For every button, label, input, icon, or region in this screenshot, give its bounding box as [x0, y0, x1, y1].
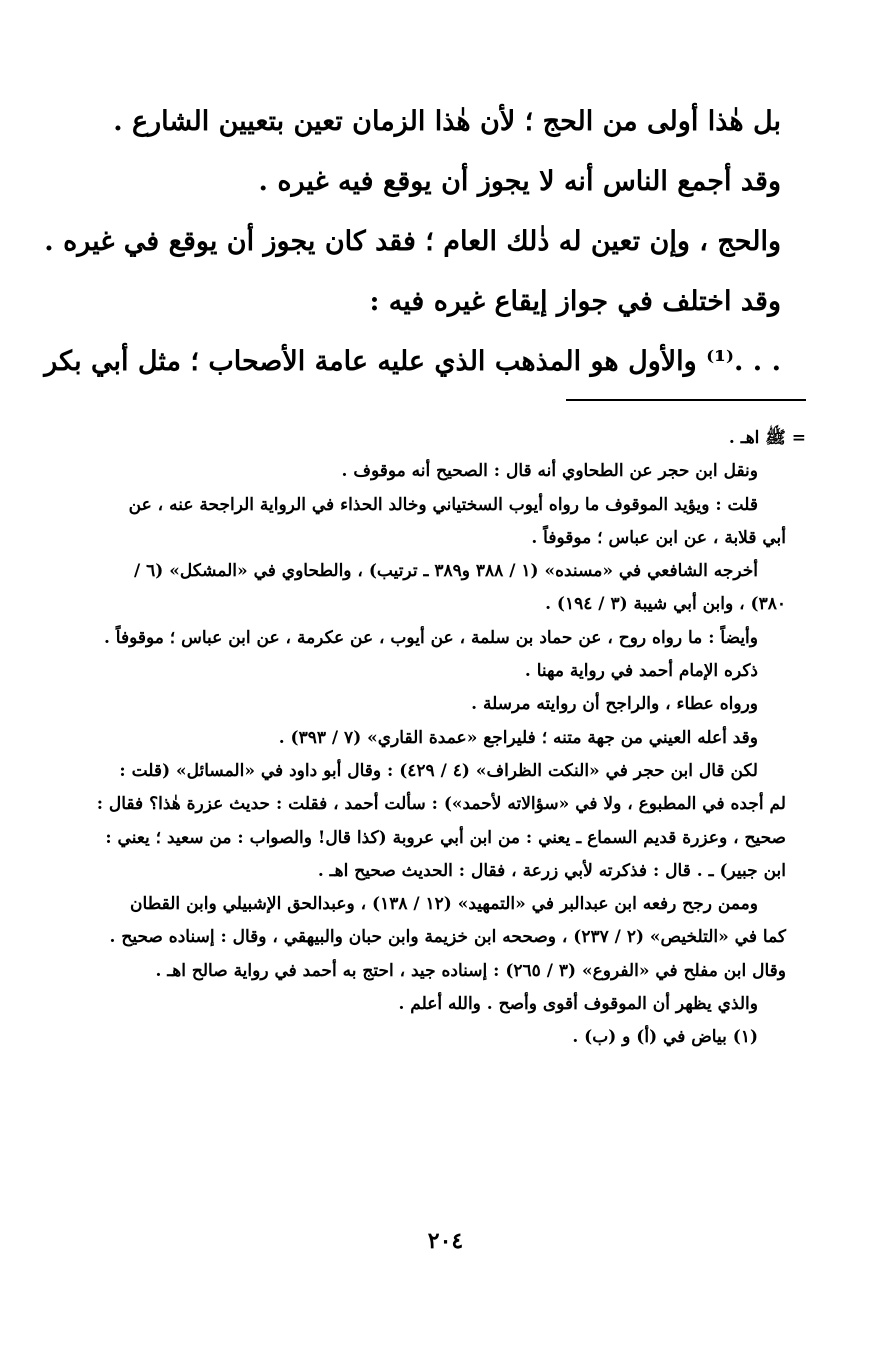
footnote-line: ورواه عطاء ، والراجح أن روايته مرسلة .	[471, 694, 758, 715]
main-line: بل هٰذا أولى من الحج ؛ لأن هٰذا الزمان تعين بتعيين الشارع .	[113, 106, 781, 137]
footnote-line: والذي يظهر أن الموقوف أقوى وأصح . والله أعلم .	[398, 994, 758, 1015]
main-text	[44, 92, 781, 392]
footnote-line: لم أجده في المطبوع ، ولا في «سؤالاته لأحمد») : سألت أحمد ، فقلت : حديث عزرة هٰذا؟ فقال :	[96, 794, 786, 815]
main-line: وقد أجمع الناس أنه لا يجوز أن يوقع فيه غيره .	[258, 166, 781, 197]
footnote-line: صحيح ، وعزرة قديم السماع ـ يعني : من ابن أبي عروبة (كذا قال! والصواب : من سعيد ؛ يعني :	[105, 827, 786, 848]
footnote-line: وقال ابن مفلح في «الفروع» (٣ / ٢٦٥) : إسناده جيد ، احتج به أحمد في رواية صالح اهـ .	[155, 960, 786, 981]
main-line: . . .⁽¹⁾ والأول هو المذهب الذي عليه عامة الأصحاب ؛ مثل أبي بكر	[44, 346, 781, 377]
page-number: ٢٠٤	[427, 1228, 464, 1254]
footnote-line: كما في «التلخيص» (٢ / ٢٣٧) ، وصححه ابن خزيمة وابن حبان والبيهقي ، وقال : إسناده صحيح .	[109, 927, 786, 948]
footnote-line: ونقل ابن حجر عن الطحاوي أنه قال : الصحيح أنه موقوف .	[341, 461, 758, 482]
footnote-line: وممن رجح رفعه ابن عبدالبر في «التمهيد» (١٢ / ١٣٨) ، وعبدالحق الإشبيلي وابن القطان	[130, 894, 758, 915]
footnote-line: = ﷺ اهـ .	[728, 428, 806, 448]
footnote-line: (١) بياض في (أ) و (ب) .	[572, 1027, 758, 1048]
footnotes	[74, 422, 806, 1055]
footnote-separator	[566, 399, 806, 401]
main-line: والحج ، وإن تعين له ذٰلك العام ؛ فقد كان يجوز أن يوقع في غيره .	[44, 226, 781, 257]
footnote-line: أبي قلابة ، عن ابن عباس ؛ موقوفاً .	[531, 527, 786, 548]
footnote-line: لكن قال ابن حجر في «النكت الظراف» (٤ / ٤٢٩) : وقال أبو داود في «المسائل» (قلت :	[119, 760, 758, 781]
footnote-line: وأيضاً : ما رواه روح ، عن حماد بن سلمة ، عن أيوب ، عن عكرمة ، عن ابن عباس ؛ موقوفاً .	[103, 627, 758, 648]
footnote-line: ٣٨٠) ، وابن أبي شيبة (٣ / ١٩٤) .	[545, 594, 786, 615]
main-line: وقد اختلف في جواز إيقاع غيره فيه :	[369, 286, 781, 317]
footnote-line: ابن جبير) ـ . قال : فذكرته لأبي زرعة ، فقال : الحديث صحيح اهـ .	[317, 860, 786, 881]
footnote-line: أخرجه الشافعي في «مسنده» (١ / ٣٨٨ و٣٨٩ ـ ترتيب) ، والطحاوي في «المشكل» (٦ /	[134, 561, 758, 582]
footnote-line: وقد أعله العيني من جهة متنه ؛ فليراجع «عمدة القاري» (٧ / ٣٩٣) .	[278, 727, 758, 748]
footnote-line: ذكره الإمام أحمد في رواية مهنا .	[524, 661, 758, 682]
footnote-line: قلت : ويؤيد الموقوف ما رواه أيوب السختياني وخالد الحذاء في الرواية الراجحة عنه ، عن	[128, 494, 758, 515]
